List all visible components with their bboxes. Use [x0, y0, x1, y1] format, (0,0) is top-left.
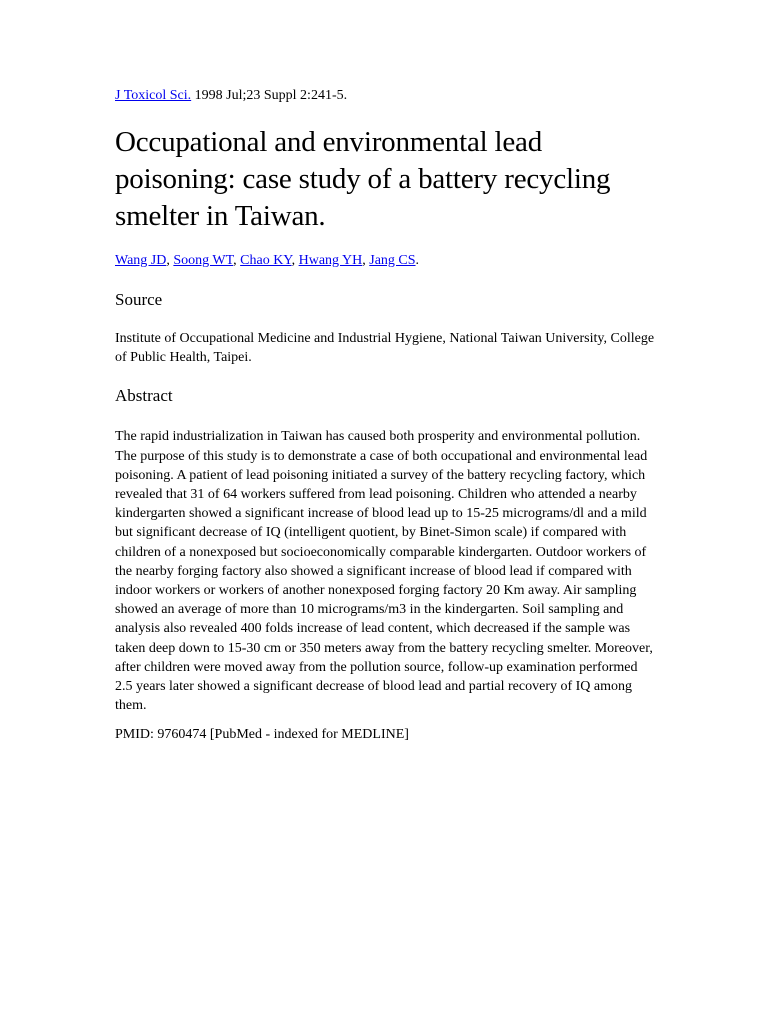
citation-line [115, 86, 655, 106]
abstract-heading: Abstract [115, 386, 173, 406]
abstract-text: The rapid industrialization in Taiwan has caused both prosperity and environmental pollution. The purpose of this study is to demonstrate a case of both occupational and environmental lead poisoning. A patient of lead poisoning initiated a survey of the battery recycling factory, which revealed that 31 of 64 workers suffered from lead poisoning. Children who attended a nearby kindergarten showed a significant increase of blood lead up to 15-25 micrograms/dl and a mild but significant decrease of IQ (intelligent quotient, by Binet-Simon scale) if compared with children of a nonexposed but socioeconomically comparable kindergarten. Outdoor workers of the nearby forging factory also showed a significant increase of blood lead if compared with indoor workers or workers of another nonexposed forging factory 20 Km away. Air sampling showed an average of more than 10 micrograms/m3 in the kindergarten. Soil sampling and analysis also revealed 400 folds increase of lead content, which decreased if the sample was taken deep down to 15-30 cm or 350 meters away from the battery recycling smelter. Moreover, after children were moved away from the pollution source, follow-up examination performed 2.5 years later showed a significant decrease of blood lead and partial recovery of IQ among them. [115, 429, 653, 714]
article-title: Occupational and environmental lead poisoning: case study of a battery recycling smelter in Taiwan. [115, 126, 611, 232]
author-link[interactable]: Hwang YH [298, 253, 363, 268]
author-separator: , [166, 253, 174, 268]
author-separator: , [233, 253, 241, 268]
source-text: Institute of Occupational Medicine and Industrial Hygiene, National Taiwan University, College of Public Health, Taipei. [115, 331, 655, 366]
author-link[interactable]: Soong WT [173, 253, 234, 268]
source-heading: Source [115, 290, 163, 309]
author-link[interactable]: Jang CS [369, 253, 416, 268]
author-link[interactable]: Chao KY [240, 253, 292, 268]
journal-link[interactable]: J Toxicol Sci. [115, 88, 192, 103]
author-separator: , [362, 253, 370, 268]
citation-details: 1998 Jul;23 Suppl 2:241-5. [191, 88, 348, 103]
article [115, 86, 655, 745]
pmid-line: PMID: 9760474 [PubMed - indexed for MEDLINE] [115, 727, 409, 743]
author-link[interactable]: Wang JD [115, 253, 167, 268]
author-list [115, 251, 655, 271]
author-separator: , [291, 253, 299, 268]
author-separator: . [415, 253, 420, 268]
